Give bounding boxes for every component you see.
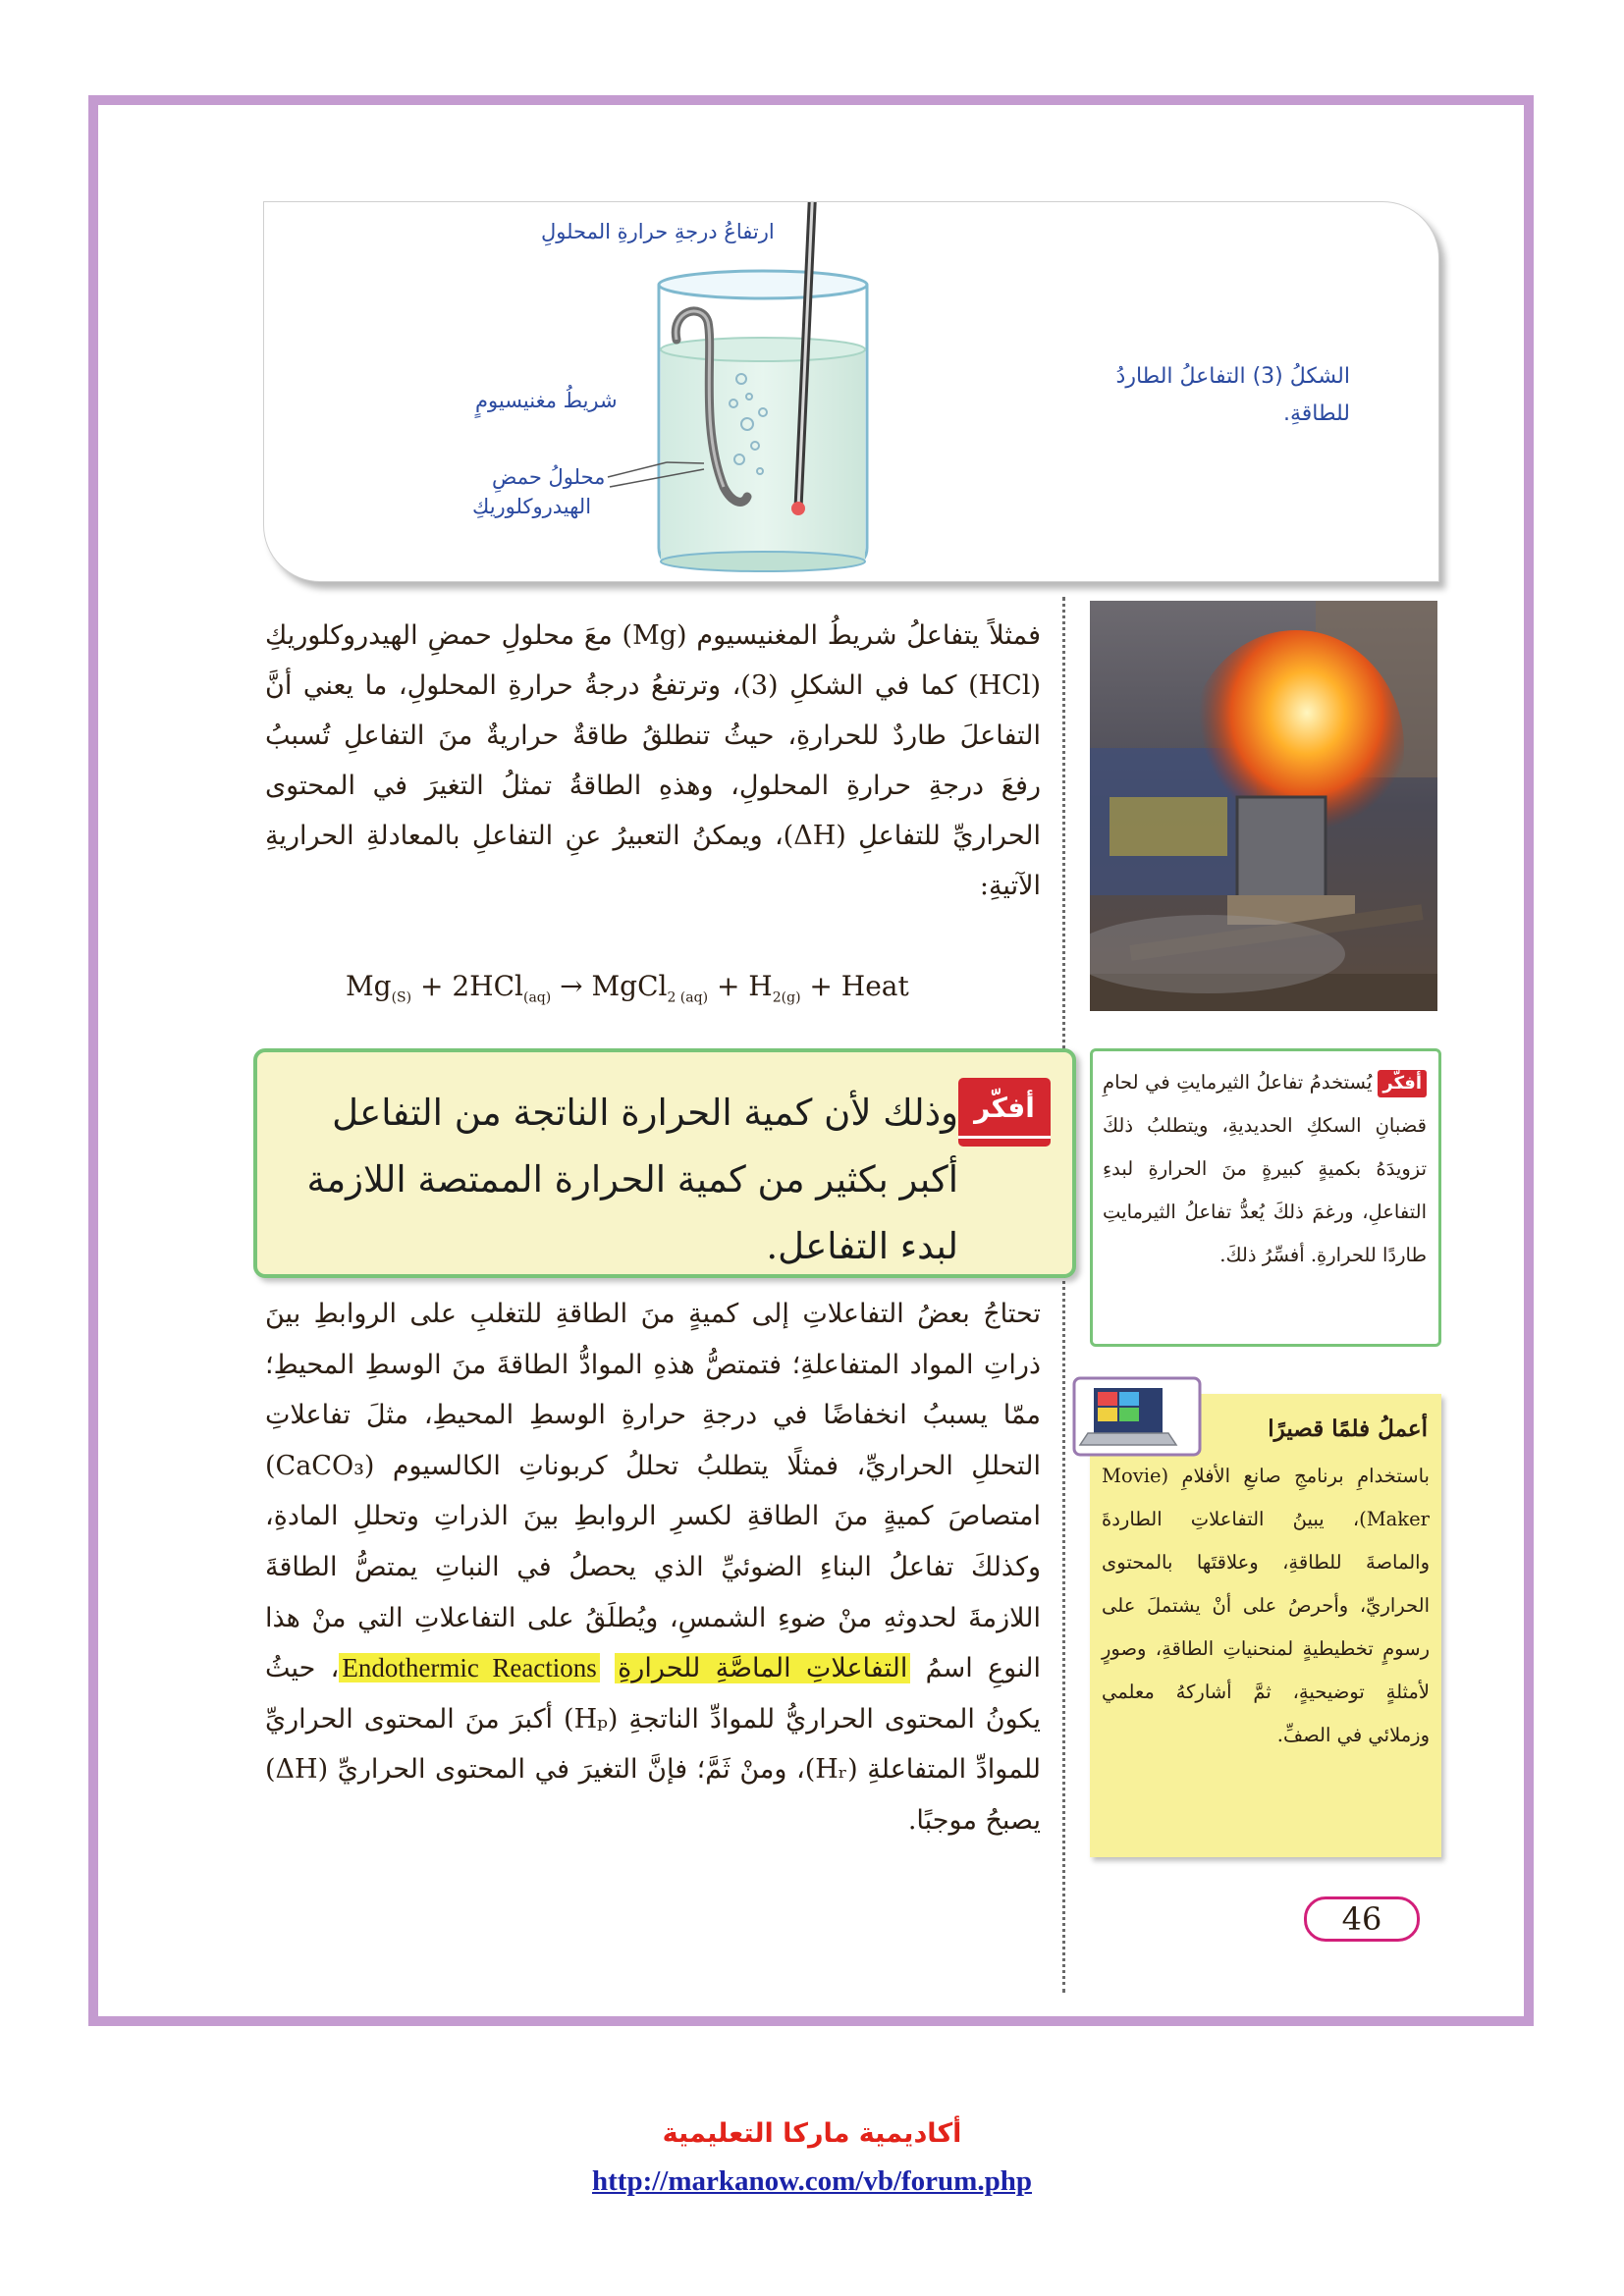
page-number: 46 [1304, 1896, 1420, 1942]
short-film-heading: أعملُ فلمًا قصيرًا [1268, 1415, 1428, 1442]
think-question-tag: أفكّر [1378, 1070, 1427, 1097]
label-acid-2: الهيدروكلوريكِ [472, 495, 592, 518]
short-film-text: باستخدامِ برنامجِ صانعِ الأفلامِ (Movie Maker)، يبينُ التفاعلاتِ الطاردةَ والماصةَ للطاقةِ، وعلاقتَها بالمحتوى الحراريِّ، وأحرصُ على أنْ يشتملَ على رسومٍ تخطيطيةٍ لمنحنياتِ الطاقةِ، وصورٍ لأمثلةٍ توضيحيةٍ، ثمَّ أشاركهُ معلمي وزملائي في الصفِّ. [1102, 1465, 1430, 1746]
figure-caption [1095, 358, 1350, 433]
laptop-icon [1072, 1376, 1202, 1457]
think-question-text: يُستخدمُ تفاعلُ الثيرمايتِ في لحامِ قضبانِ السككِ الحديديةِ، ويتطلبُ ذلكَ تزويدَهُ بكميةٍ كبيرةٍ منَ الحرارةِ لبدءِ التفاعلِ، ورغمَ ذلكَ يُعدُّ تفاعلُ الثيرمايتِ طاردًا للحرارةِ. أفسِّرُ ذلكَ. [1103, 1071, 1427, 1266]
column-divider [1062, 597, 1065, 1993]
figure-caption-line2: للطاقةِ. [1282, 401, 1350, 426]
term-endothermic-arabic: التفاعلاتِ الماصَّةِ للحرارةِ [615, 1653, 910, 1683]
thermite-welding-photo [1090, 601, 1437, 1011]
label-temperature-rise: ارتفاعُ درجةِ حرارةِ المحلولِ [541, 220, 775, 243]
thermochemical-equation: $Mg_{(S)} + 2HCl_{(aq)}$ → MgCl$_{2 (aq)}$ + $H_{2(g)}$ + Heat [346, 970, 909, 1006]
forum-link[interactable]: http://markanow.com/vb/forum.php [592, 2165, 1032, 2197]
label-magnesium: شريطُ مغنيسيومٍ [475, 389, 618, 412]
think-question-box [1090, 1048, 1441, 1347]
term-endothermic-english: Endothermic Reactions [339, 1653, 599, 1682]
label-acid-1: محلولُ حمضِ [492, 465, 606, 489]
think-answer-box [253, 1048, 1076, 1278]
paragraph-exothermic: فمثلاً يتفاعلُ شريطُ المغنيسيوم (Mg) معَ محلولِ حمضِ الهيدروكلوريكِ (HCl) كما في الشكلِ (3)، وترتفعُ درجةُ حرارةِ المحلولِ، ما يعني أنَّ التفاعلَ طاردٌ للحرارةِ، حيثُ تنطلقُ طاقةٌ حراريةٌ منَ التفاعلِ تُسببُ رفعَ درجةِ حرارةِ المحلولِ، وهذهِ الطاقةُ تمثلُ التغيرَ في المحتوى الحراريِّ للتفاعلِ (ΔH)، ويمكنُ التعبيرُ عنِ التفاعلِ بالمعادلةِ الحراريةِ الآتيةِ: [265, 620, 1041, 901]
paragraph-endothermic: تحتاجُ بعضُ التفاعلاتِ إلى كميةٍ منَ الطاقةِ للتغلبِ على الروابطِ بينَ ذراتِ المواد المتفاعلةِ؛ فتمتصُّ هذهِ الموادُّ الطاقةَ منَ الوسطِ المحيطِ؛ ممّا يسببُ انخفاضًا في درجةِ حرارةِ الوسطِ المحيطِ، مثلَ تفاعلاتِ التحللِ الحراريِّ، فمثلًا يتطلبُ تحللُ كربوناتِ الكالسيوم (CaCO₃) امتصاصَ كميةٍ منَ الطاقةِ لكسرِ الروابطِ بينَ الذراتِ وتحللِ المادةِ، وكذلكَ تفاعلُ البناءِ الضوئيِّ الذي يحصلُ في النباتِ يمتصُّ الطاقةَ اللازمةَ لحدوثهِ منْ ضوءِ الشمسِ، ويُطلَقُ على التفاعلاتِ التي منْ هذا النوعِ اسمُ التفاعلاتِ الماصَّةِ للحرارةِ Endothermic Reactions، حيثُ يكونُ المحتوى الحراريُّ للموادِّ الناتجةِ (Hₚ) أكبرَ منَ المحتوى الحراريِّ للموادِّ المتفاعلةِ (Hᵣ)، ومنْ ثَمَّ؛ فإنَّ التغيرَ في المحتوى الحراريِّ (ΔH) يصبحُ موجبًا. [265, 1299, 1042, 1836]
short-film-box [1090, 1394, 1441, 1857]
figure-caption-line1: الشكلُ (3) التفاعلُ الطاردُ [1115, 364, 1350, 389]
academy-name: أكاديمية ماركا التعليمية [662, 2118, 962, 2149]
think-tag: أفكّر [958, 1078, 1051, 1147]
think-answer-text: وذلك لأن كمية الحرارة الناتجة من التفاعل أكبر بكثير من كمية الحرارة الممتصة اللازمة لبدء التفاعل. [306, 1092, 958, 1267]
acid-solution [661, 349, 865, 563]
